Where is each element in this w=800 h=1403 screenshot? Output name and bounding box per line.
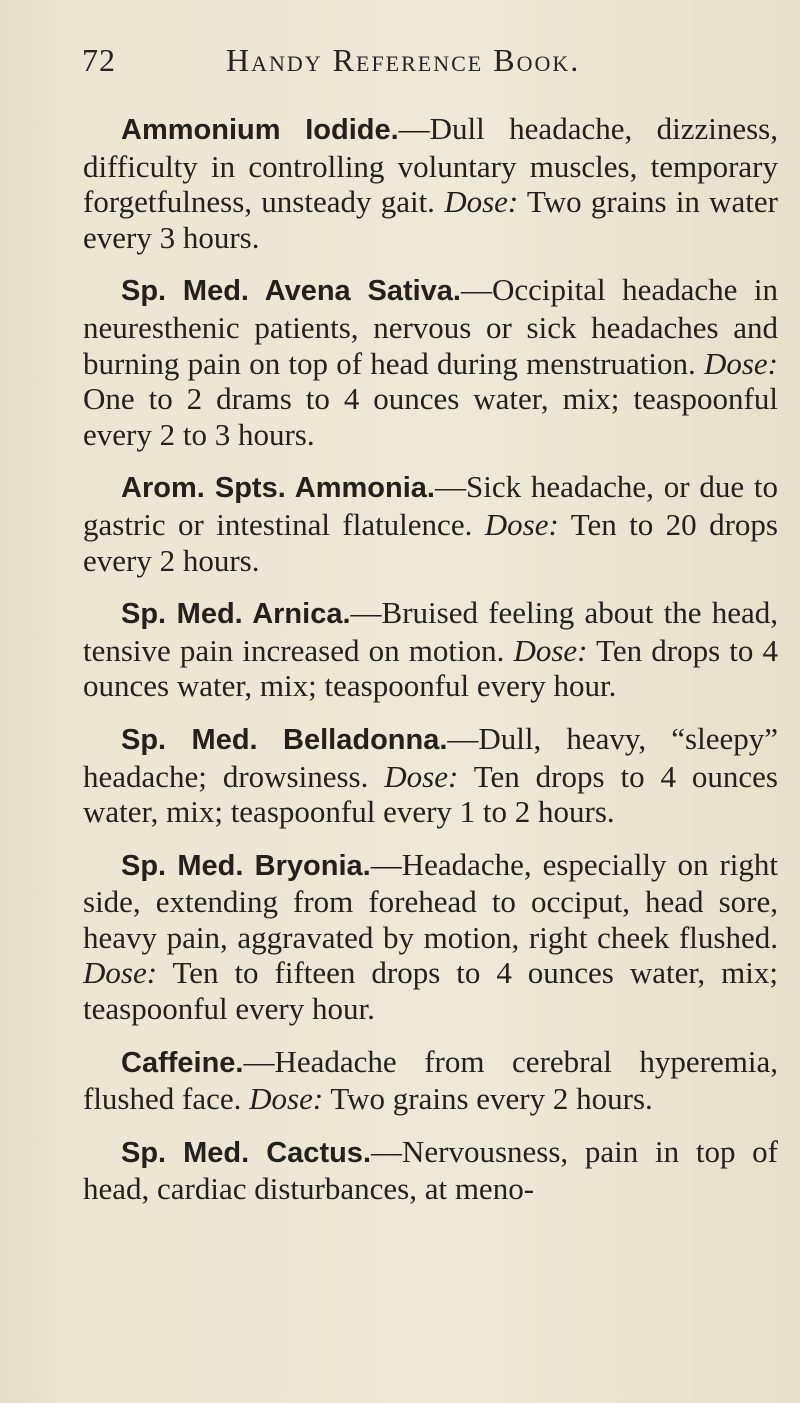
dose-text: Ten to 20 drops every 2 hours.: [83, 506, 778, 578]
remedy-description: —Headache, especially on right side, extending from forehead to occiput, head sore, heavy pain, aggravated by motion, right cheek flushed.: [83, 846, 778, 955]
remedy-entry-bryonia: [83, 847, 778, 1027]
remedy-entry-cactus: [83, 1134, 778, 1207]
dose-text: Ten to fifteen drops to 4 ounces water, mix; teaspoonful every hour.: [83, 955, 778, 1027]
remedy-description: —Bruised feeling about the head, tensive pain increased on motion.: [83, 595, 778, 668]
remedy-name: Sp. Med. Belladonna.: [121, 723, 448, 756]
dose-text: Two grains in water every 3 hours.: [83, 184, 779, 255]
remedy-entry-arnica: [83, 595, 778, 704]
remedy-description: —Nervousness, pain in top of head, cardiac disturbances, at meno-: [83, 1133, 778, 1207]
dose-text: One to 2 drams to 4 ounces water, mix; teaspoonful every 2 to 3 hours.: [83, 381, 778, 452]
remedy-entry-belladonna: [83, 721, 778, 830]
dose-label: Dose:: [384, 758, 459, 794]
remedy-entry-ammonium-iodide: [83, 111, 778, 255]
remedy-name: Sp. Med. Cactus.: [121, 1136, 371, 1169]
remedy-entry-arom-spts-ammonia: [83, 469, 778, 578]
remedy-description: —Dull, heavy, “sleepy” headache; drowsiness.: [83, 720, 778, 794]
remedy-name: Sp. Med. Arnica.: [121, 598, 351, 631]
page-header: [82, 42, 762, 86]
dose-text: Ten drops to 4 ounces water, mix; teaspoonful every 1 to 2 hours.: [83, 758, 778, 830]
dose-text: Ten drops to 4 ounces water, mix; teaspoonful every hour.: [83, 632, 779, 704]
remedy-name: Sp. Med. Bryonia.: [121, 849, 371, 882]
running-title: Handy Reference Book.: [226, 42, 581, 78]
remedy-description: —Dull headache, dizziness, difficulty in controlling voluntary muscles, temporary forgetfulness, unsteady gait.: [83, 111, 778, 220]
remedy-description: —Occipital headache in neuresthenic patients, nervous or sick headaches and burning pain on top of head during menstruation.: [83, 272, 779, 381]
dose-label: Dose:: [249, 1081, 324, 1117]
remedy-description: —Headache from cerebral hyperemia, flushed face.: [83, 1043, 778, 1117]
remedy-name: Caffeine.: [121, 1046, 244, 1079]
remedy-list: [83, 111, 778, 1224]
page-number: 72: [82, 42, 116, 78]
dose-text: Two grains every 2 hours.: [330, 1081, 653, 1117]
dose-label: Dose:: [513, 632, 588, 668]
dose-label: Dose:: [484, 506, 559, 542]
dose-label: Dose:: [83, 955, 158, 991]
remedy-name: Ammonium Iodide.: [121, 114, 399, 146]
remedy-name: Arom. Spts. Ammonia.: [121, 472, 435, 505]
remedy-entry-caffeine: [83, 1044, 778, 1117]
remedy-description: —Sick headache, or due to gastric or intestinal flatulence.: [83, 469, 778, 542]
dose-label: Dose:: [444, 184, 519, 220]
remedy-entry-avena-sativa: [83, 272, 778, 452]
dose-label: Dose:: [703, 345, 779, 381]
remedy-name: Sp. Med. Avena Sativa.: [121, 275, 461, 308]
